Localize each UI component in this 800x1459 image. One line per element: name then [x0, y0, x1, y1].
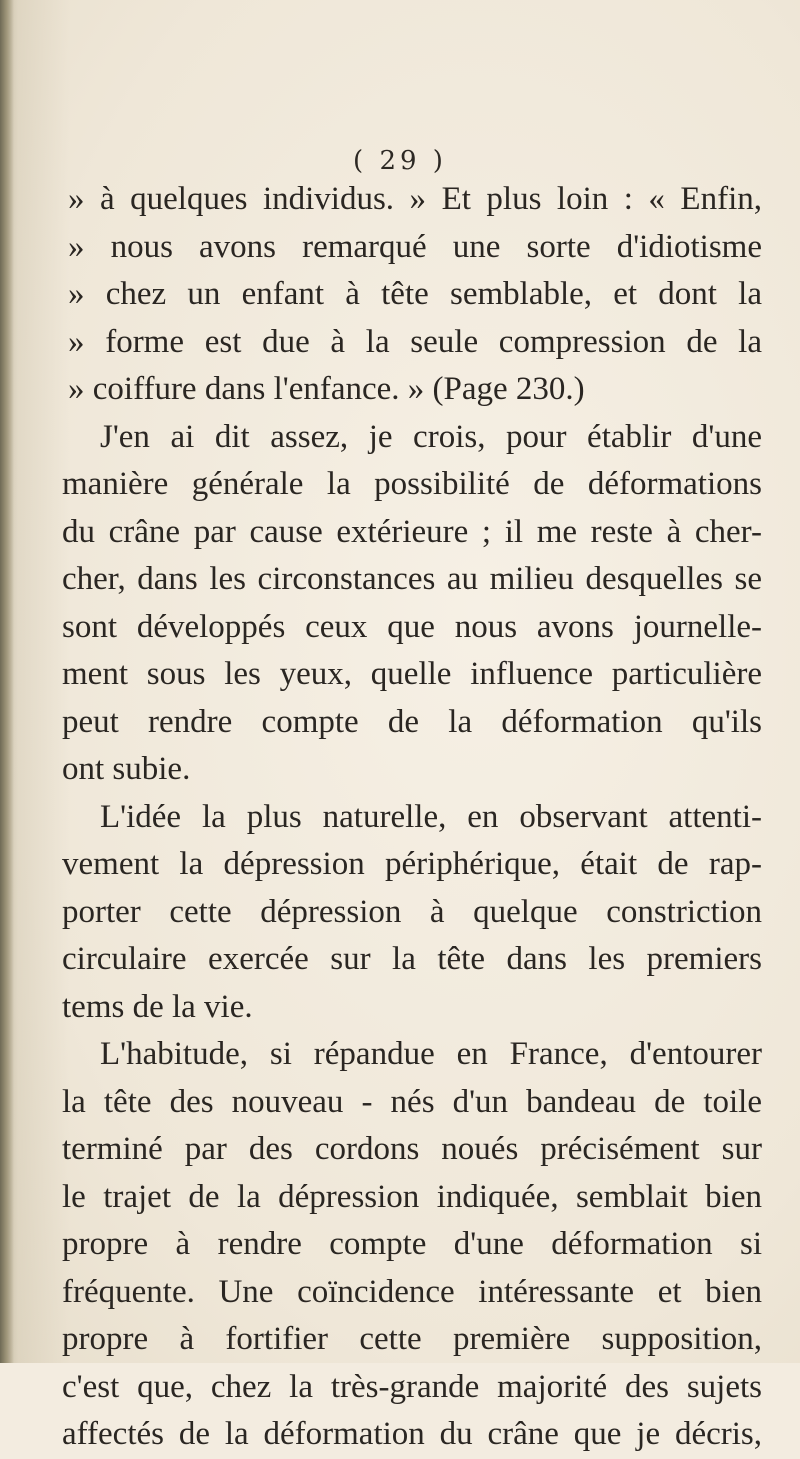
text-line: le trajet de la dépression indiquée, semblait bien	[62, 1178, 762, 1215]
text-line: » coiffure dans l'enfance. » (Page 230.)	[68, 371, 585, 407]
text-line: cher, dans les circonstances au milieu desquelles se	[62, 561, 762, 597]
text-line: » à quelques individus. » Et plus loin : « Enfin,	[68, 181, 762, 217]
text-line: propre à fortifier cette première supposition,	[62, 1321, 762, 1357]
text-line: porter cette dépression à quelque constriction	[62, 893, 762, 930]
text-line: tems de la vie.	[62, 988, 253, 1025]
body-text	[62, 176, 762, 1459]
text-line: manière générale la possibilité de déformations	[62, 466, 762, 502]
paragraph-start-line: J'en ai dit assez, je crois, pour établir d'une	[100, 418, 762, 455]
paragraph-start-line: L'idée la plus naturelle, en observant attenti-	[100, 798, 762, 835]
text-line: du crâne par cause extérieure ; il me reste à cher-	[62, 513, 762, 550]
text-line: terminé par des cordons noués précisément sur	[62, 1131, 762, 1167]
text-line: la tête des nouveau - nés d'un bandeau de toile	[62, 1083, 762, 1120]
text-line: affectés de la déformation du crâne que je décris,	[62, 1416, 762, 1452]
page-number: ( 29 )	[353, 146, 447, 176]
text-line: propre à rendre compte d'une déformation si	[62, 1226, 762, 1262]
text-line: » nous avons remarqué une sorte d'idiotisme	[68, 228, 762, 265]
text-line: sont développés ceux que nous avons journelle-	[62, 608, 762, 645]
text-line: c'est que, chez la très-grande majorité des sujets	[62, 1368, 762, 1405]
text-line: » forme est due à la seule compression de la	[68, 323, 762, 360]
text-line: peut rendre compte de la déformation qu'ils	[62, 703, 762, 740]
text-line: vement la dépression périphérique, était de rap-	[62, 846, 762, 882]
paragraph-start-line: L'habitude, si répandue en France, d'entourer	[100, 1036, 762, 1072]
binding-shadow	[0, 0, 14, 1363]
text-line: fréquente. Une coïncidence intéressante et bien	[62, 1273, 762, 1310]
text-line: ment sous les yeux, quelle influence particulière	[62, 656, 762, 692]
text-line: circulaire exercée sur la tête dans les premiers	[62, 941, 762, 977]
text-line: ont subie.	[62, 751, 191, 787]
text-line: » chez un enfant à tête semblable, et dont la	[68, 276, 762, 312]
